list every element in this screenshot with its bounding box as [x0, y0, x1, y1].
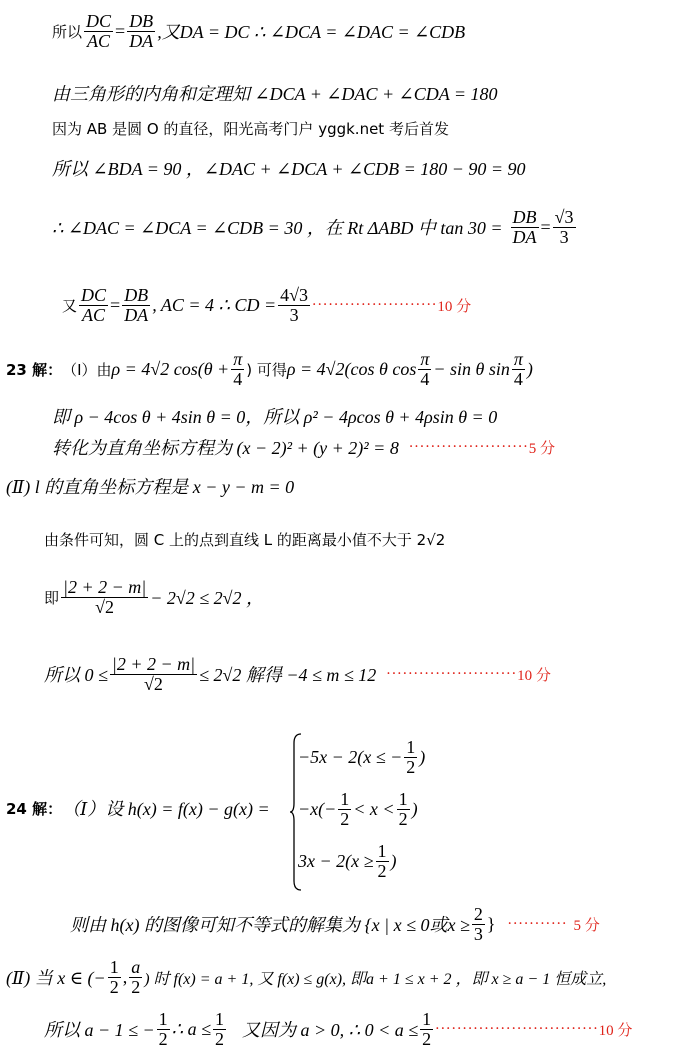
text: , AC = 4 ∴ CD = [152, 294, 277, 315]
fraction: $\frac{2}{3}$ [473, 904, 483, 944]
fraction: $\frac{1}{2}$ [215, 1009, 225, 1049]
text: − 2√2 ≤ 2√2 ， [150, 588, 265, 609]
text: ∴ a ≤ [171, 1018, 212, 1039]
eq: = [110, 294, 121, 315]
formula: ) [526, 358, 533, 379]
text: 转化为直角坐标方程为 (x − 2)² + (y + 2)² = 8 [52, 438, 399, 458]
text: 由条件可知，圆 C 上的点到直线 L 的距离最小值不大于 2√2 [44, 531, 446, 549]
score-label: 10 分 [517, 667, 551, 684]
q23-line6 [44, 578, 264, 617]
text: 即 [44, 588, 60, 607]
fraction: $\frac{1}{2}$ [406, 737, 416, 777]
eq: = [115, 20, 126, 41]
fraction: $\frac{DB}{DA}$ [512, 207, 537, 247]
q23-line3 [52, 434, 555, 460]
question-label: 24 解： [6, 799, 63, 818]
fraction: $\frac{\pi}{4}$ [233, 349, 243, 389]
text: ) 时 f(x) = a + 1, 又 f(x) ≤ g(x), 即a + 1 ≤ x + 2 ，即 x ≥ a − 1 恒成立, [144, 970, 607, 988]
text: 因为 AB 是圆 O 的直径，阳光高考门户 yggk.net 考后首发 [52, 120, 449, 138]
q24-line2 [70, 905, 600, 944]
q23-line4 [6, 473, 294, 499]
q23-line2 [52, 403, 497, 429]
line-tan30 [52, 208, 578, 247]
text: 所以 ∠BDA = 90 ，∠DAC + ∠DCA + ∠CDB = 180 − 90 = 90 [52, 159, 526, 179]
q23-line1 [6, 350, 533, 389]
line-angle-sum [52, 80, 498, 106]
text: } [486, 913, 496, 934]
text: 即 ρ − 4cos θ + 4sin θ = 0，所以 ρ² − 4ρcos θ + 4ρsin θ = 0 [52, 407, 498, 427]
text: 则由 h(x) 的图像可知不等式的解集为 {x | x ≤ 0或x ≥ [70, 915, 470, 936]
score-label: 5 分 [528, 440, 556, 457]
text: 由三角形的内角和定理知 ∠DCA + ∠DAC + ∠CDA = 180 [52, 84, 498, 104]
fraction: $\frac{DB}{DA}$ [124, 285, 149, 325]
text: 所以 0 ≤ [44, 665, 108, 686]
text: 所以 a − 1 ≤ − [44, 1020, 155, 1041]
fraction: $\frac{DB}{DA}$ [129, 11, 154, 51]
fraction: $\frac{1}{2}$ [109, 957, 119, 997]
line-ratio-dc-ac [52, 12, 465, 51]
formula: （Ⅰ）设 h(x) = f(x) − g(x) = [62, 799, 270, 819]
piecewise-case-2: −x(− $\frac{1}{2}$ < x < $\frac{1}{2}$ ) [298, 789, 418, 829]
fraction: $\frac{√3}{3}$ [554, 207, 574, 247]
formula: − sin θ sin [433, 358, 510, 379]
q23-line5 [44, 529, 445, 550]
fraction: $\frac{4√3}{3}$ [280, 285, 309, 325]
fraction: $\frac{\pi}{4}$ [513, 349, 523, 389]
text: 所以 [52, 22, 83, 41]
fraction: $\frac{\pi}{4}$ [420, 349, 430, 389]
text: 又因为 a > 0, ∴ 0 < a ≤ [242, 1020, 419, 1041]
eq: = [540, 216, 551, 237]
score-dots: ······················ [408, 439, 529, 455]
fraction: $\frac{1}{2}$ [158, 1009, 168, 1049]
text: (Ⅱ) 当 x ∈ (− [6, 968, 106, 989]
fraction: $\frac{a}{2}$ [131, 957, 141, 997]
score-dots: ······························ [435, 1021, 599, 1038]
text: ) 可得 [246, 360, 287, 379]
q24-line4 [44, 1010, 632, 1049]
fraction: $\frac{|2 + 2 - m|}{√2}$ [111, 654, 196, 694]
score-dots: ························ [386, 666, 518, 683]
formula: ρ = 4√2 cos(θ + [111, 358, 230, 379]
text: ≤ 2√2 解得 −4 ≤ m ≤ 12 [199, 665, 377, 686]
q24-line1 [6, 795, 270, 821]
q23-line7 [44, 655, 551, 694]
piecewise-case-3: 3x − 2(x ≥ $\frac{1}{2}$ ) [298, 841, 397, 881]
q24-line3: (Ⅱ) 当 x ∈ (− $\frac{1}{2}$ , $\frac{a}{2}$ ) 时 f(x) = a + 1, 又 f(x) ≤ g(x), 即a + 1 ≤ x + 2 ，即 x ≥ a − 1 恒成立, [6, 957, 607, 997]
fraction: $\frac{|2 + 2 - m|}{√2}$ [63, 577, 147, 617]
fraction: $\frac{DC}{AC}$ [86, 11, 112, 51]
fraction: $\frac{1}{2}$ [377, 841, 387, 881]
piecewise-case-1: −5x − 2(x ≤ − $\frac{1}{2}$ ) [298, 737, 426, 777]
fraction: $\frac{1}{2}$ [398, 789, 408, 829]
text: ∴ ∠DAC = ∠DCA = ∠CDB = 30 ，在 Rt ΔABD 中 tan 30 = [52, 218, 503, 239]
score-dots: ······················· [312, 297, 438, 314]
fraction: $\frac{DC}{AC}$ [81, 285, 107, 325]
score-dots: ··········· [507, 916, 568, 933]
fraction: $\frac{1}{2}$ [340, 789, 350, 829]
formula: ρ = 4√2(cos θ cos [286, 358, 417, 379]
line-cd-value [62, 286, 471, 325]
score-label: 5 分 [573, 917, 600, 934]
line-angle-bda [52, 155, 526, 181]
score-label: 10 分 [437, 298, 472, 315]
text: ,又DA = DC ∴ ∠DCA = ∠DAC = ∠CDB [157, 22, 466, 43]
text: （Ⅰ）由 [62, 360, 112, 379]
text: 又 [62, 296, 78, 315]
text: (Ⅱ) l 的直角坐标方程是 x − y − m = 0 [6, 477, 295, 497]
question-label: 23 解： [6, 360, 63, 379]
fraction: $\frac{1}{2}$ [422, 1009, 432, 1049]
line-diameter [52, 118, 449, 139]
score-label: 10 分 [598, 1022, 633, 1039]
